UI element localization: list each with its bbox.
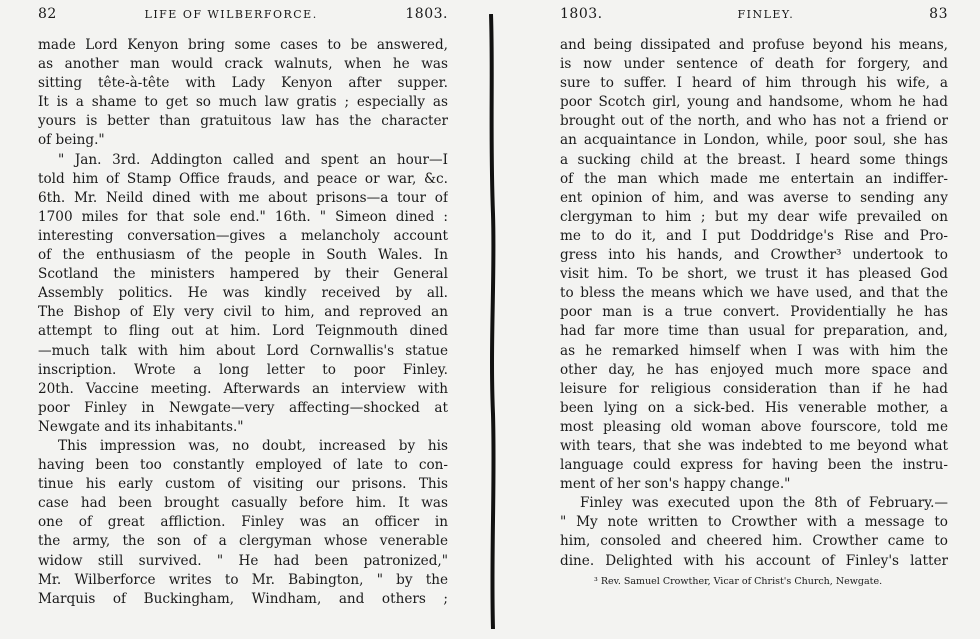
left-page <box>0 0 478 639</box>
text-line: with tears, that she was indebted to me beyond what <box>560 437 948 454</box>
text-line: poor Scotch girl, young and handsome, whom he had <box>560 94 948 111</box>
text-line: language could express for having been the instru- <box>560 457 948 474</box>
left-page-body <box>38 36 448 609</box>
text-line: Marquis of Buckingham, Windham, and others ; <box>38 590 448 607</box>
left-page-number: 82 <box>38 6 57 22</box>
text-line: case had been brought casually before him. It was <box>38 495 448 512</box>
text-line: most pleasing old woman above fourscore, told me <box>560 418 948 435</box>
text-line: interesting conversation—gives a melancholy account <box>38 227 448 244</box>
text-line: to bless the means which we have used, and that the <box>560 285 948 302</box>
text-line: other day, he has enjoyed much more space and <box>560 361 948 378</box>
right-page-number: 83 <box>929 6 948 22</box>
text-line: ment of her son's happy change." <box>560 476 791 493</box>
left-page-header <box>38 6 448 28</box>
text-line: ent opinion of him, and was averse to sending any <box>560 189 948 206</box>
text-line: the army, the son of a clergyman whose venerable <box>38 533 448 550</box>
text-line: inscription. Wrote a long letter to poor Finley. <box>38 361 448 378</box>
book-spine-gutter <box>482 14 502 629</box>
text-line: gress into his hands, and Crowther³ undertook to <box>560 247 948 264</box>
left-page-year: 1803. <box>405 6 448 22</box>
text-line: " Jan. 3rd. Addington called and spent an hour—I <box>58 151 448 168</box>
text-line: is now under sentence of death for forgery, and <box>560 56 948 73</box>
text-line: clergyman to him ; but my dear wife prevailed on <box>560 208 948 225</box>
text-line: of the man which made me entertain an indiffer- <box>560 170 948 187</box>
text-line: 20th. Vaccine meeting. Afterwards an interview with <box>38 380 448 397</box>
text-line: Scotland the ministers hampered by their General <box>38 266 448 283</box>
text-line: Assembly politics. He was kindly received by all. <box>38 285 448 302</box>
text-line: made Lord Kenyon bring some cases to be answered, <box>38 37 448 53</box>
left-running-title: LIFE OF WILBERFORCE. <box>144 8 318 21</box>
text-line: poor Finley in Newgate—very affecting—shocked at <box>38 399 448 416</box>
text-line: been lying on a sick-bed. His venerable mother, a <box>560 399 948 416</box>
text-line: This impression was, no doubt, increased by his <box>58 437 448 454</box>
text-line: told him of Stamp Office frauds, and peace or war, &c. <box>38 170 448 187</box>
text-line: yours is better than gratuitous law has the character <box>38 113 448 130</box>
text-line: poor man is a true convert. Providentially he has <box>560 304 948 321</box>
text-line: 6th. Mr. Neild dined with me about prisons—a tour of <box>38 189 448 206</box>
text-line: as another man would crack walnuts, when he was <box>38 56 448 73</box>
text-line: a sucking child at the breast. I heard some things <box>560 151 948 168</box>
text-line: me to do it, and I put Doddridge's Rise and Pro- <box>560 227 948 244</box>
text-line: Mr. Wilberforce writes to Mr. Babington, " by the <box>38 571 448 588</box>
text-line: attempt to fling out at him. Lord Teignmouth dined <box>38 323 448 340</box>
text-line: " My note written to Crowther with a message to <box>560 514 948 531</box>
text-line: brought out of the north, and who has not a friend or <box>560 113 948 130</box>
text-line: had far more time than usual for preparation, and, <box>560 323 948 340</box>
right-page-header <box>560 6 948 28</box>
text-line: an acquaintance in London, while, poor soul, she has <box>560 132 948 149</box>
text-line: leisure for religious consideration than if he had <box>560 380 948 397</box>
text-line: widow still survived. " He had been patronized," <box>38 552 448 569</box>
right-page-year: 1803. <box>560 6 603 22</box>
text-line: and being dissipated and profuse beyond his means, <box>560 37 948 53</box>
text-line: sitting tête-à-tête with Lady Kenyon after supper. <box>38 75 448 92</box>
text-line: The Bishop of Ely very civil to him, and reproved an <box>38 304 448 321</box>
text-line: visit him. To be short, we trust it has pleased God <box>560 266 948 283</box>
text-line: one of great affliction. Finley was an officer in <box>38 514 448 531</box>
text-line: sure to suffer. I heard of him through his wife, a <box>560 75 948 92</box>
text-line: Finley was executed upon the 8th of February.— <box>580 495 948 512</box>
text-line: having been too constantly employed of late to con- <box>38 457 448 474</box>
text-line: Newgate and its inhabitants." <box>38 418 244 435</box>
text-line: It is a shame to get so much law gratis ; especially as <box>38 94 448 111</box>
text-line: dine. Delighted with his account of Finley's latter <box>560 552 948 569</box>
text-line: of the enthusiasm of the people in South Wales. In <box>38 247 448 264</box>
footnote: ³ Rev. Samuel Crowther, Vicar of Christ's Church, Newgate. <box>594 575 883 587</box>
text-line: him, consoled and cheered him. Crowther came to <box>560 533 948 550</box>
text-line: of being." <box>38 132 105 149</box>
right-page-body <box>560 36 948 571</box>
right-page <box>502 0 980 639</box>
text-line: 1700 miles for that sole end." 16th. " Simeon dined : <box>38 208 448 225</box>
right-running-title: FINLEY. <box>737 8 795 21</box>
text-line: as he remarked himself when I was with him the <box>560 342 948 359</box>
text-line: —much talk with him about Lord Cornwallis's statue <box>38 342 448 359</box>
text-line: tinue his early custom of visiting our prisons. This <box>38 476 448 493</box>
